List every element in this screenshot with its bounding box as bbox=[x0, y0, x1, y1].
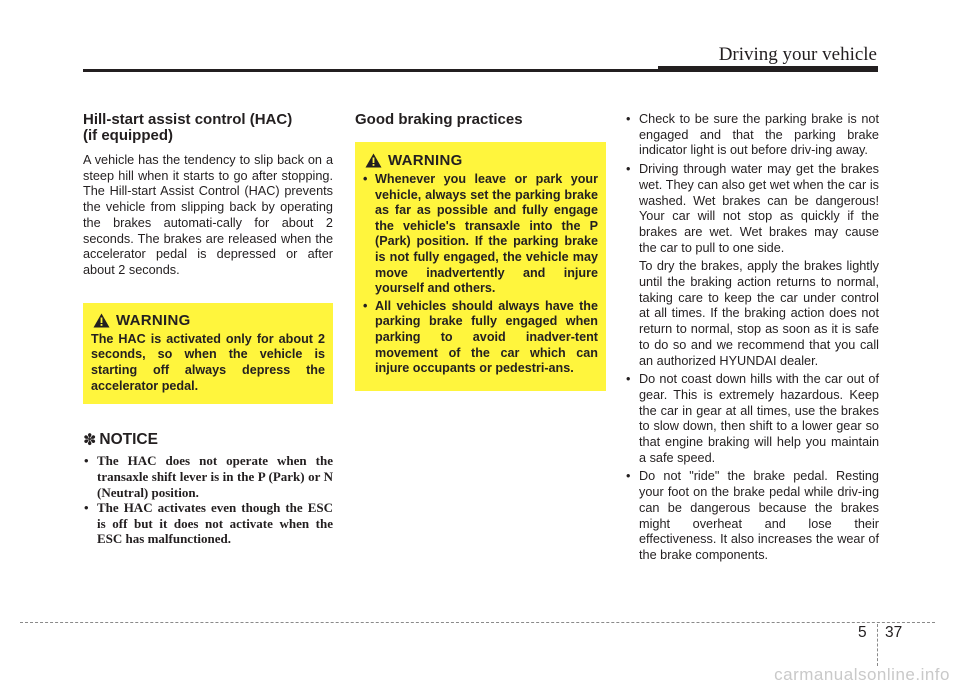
braking-warning-item: • All vehicles should always have the parking brake fully engaged when parking to avoid inadver-tent movement of the car which can injure occupants or pedestri-ans. bbox=[363, 299, 598, 377]
hac-warning-header bbox=[91, 312, 325, 329]
braking-warning-title: WARNING bbox=[388, 152, 463, 169]
column-braking-warning bbox=[355, 112, 606, 391]
notice-header bbox=[83, 430, 333, 450]
column-hac bbox=[83, 112, 333, 547]
page-number: 37 bbox=[885, 624, 903, 641]
notice-item: • The HAC activates even though the ESC is off but it does not activate when the ESC has malfunctioned. bbox=[83, 500, 333, 547]
notice-title: NOTICE bbox=[99, 431, 158, 449]
list-item bbox=[622, 162, 879, 369]
braking-warning-item: • Whenever you leave or park your vehicle, always set the parking brake as far as possible and fully engage the vehicle's transaxle into the P (Park) position. If the parking brake is not fully engaged, the vehicle may move inadvertently and injure yourself and others. bbox=[363, 172, 598, 297]
warning-triangle-icon bbox=[365, 153, 382, 168]
braking-warning-box bbox=[355, 142, 606, 391]
page-number-divider bbox=[877, 624, 878, 666]
hac-warning-title: WARNING bbox=[116, 311, 191, 329]
hac-heading bbox=[83, 112, 333, 144]
list-item-text: • Do not coast down hills with the car out of gear. This is extremely hazardous. Keep the car in gear at all times, use the brakes to slow down, then shift to a lower gear so that engine braking will help you maintain a safe speed. bbox=[639, 372, 879, 465]
braking-practices-list bbox=[622, 112, 879, 564]
section-number: 5 bbox=[858, 624, 867, 641]
header-title: Driving your vehicle bbox=[718, 44, 877, 65]
warning-triangle-icon bbox=[93, 313, 110, 328]
hac-heading-line1: Hill-start assist control (HAC) bbox=[83, 111, 293, 128]
header-rule-thin bbox=[83, 69, 663, 72]
hac-body: A vehicle has the tendency to slip back on a steep hill when it starts to go after stopping. The Hill-start Assist Control (HAC) prevents the vehicle from slipping back by operating the brakes automati-cally for about 2 seconds. The brakes are released when the accelerator pedal is depressed or after about 2 seconds. bbox=[83, 153, 333, 277]
footer-rule bbox=[20, 622, 935, 623]
watermark: carmanualsonline.info bbox=[774, 665, 950, 684]
list-item bbox=[622, 372, 879, 466]
list-item-text: • Check to be sure the parking brake is not engaged and that the parking brake indicator light is out before driv-ing away. bbox=[639, 112, 879, 158]
braking-heading: Good braking practices bbox=[355, 111, 523, 128]
braking-warning-header bbox=[363, 152, 598, 169]
hac-warning-box bbox=[83, 303, 333, 405]
notice-item: • The HAC does not operate when the transaxle shift lever is in the P (Park) or N (Neutral) position. bbox=[83, 453, 333, 500]
notice-list bbox=[83, 453, 333, 547]
hac-warning-text: The HAC is activated only for about 2 seconds, so when the vehicle is starting off always depress the accelerator pedal. bbox=[91, 331, 325, 393]
column-braking-practices bbox=[622, 112, 879, 567]
list-item bbox=[622, 112, 879, 159]
braking-warning-list bbox=[363, 172, 598, 377]
list-item-text: • Do not "ride" the brake pedal. Resting your foot on the brake pedal while driv-ing can be dangerous because the brakes might overheat and lose their effectiveness. It also increases the wear of the brake components. bbox=[639, 469, 879, 562]
hac-heading-line2: (if equipped) bbox=[83, 127, 173, 144]
notice-star-icon: ✽ bbox=[83, 432, 97, 450]
list-item-text: • Driving through water may get the brakes wet. They can also get wet when the car is washed. Wet brakes can be dangerous! Your car will not stop as quickly if the brakes are wet. Wet brakes may cause the car to pull to one side. bbox=[639, 162, 879, 255]
header-rule-thick bbox=[658, 66, 878, 72]
list-item bbox=[622, 469, 879, 563]
list-item-text: To dry the brakes, apply the brakes lightly until the braking action returns to normal, taking care to keep the car under control at all times. If the braking action does not return to normal, stop as soon as it is safe to do so and we recommend that you call an authorized HYUNDAI dealer. bbox=[639, 259, 879, 368]
